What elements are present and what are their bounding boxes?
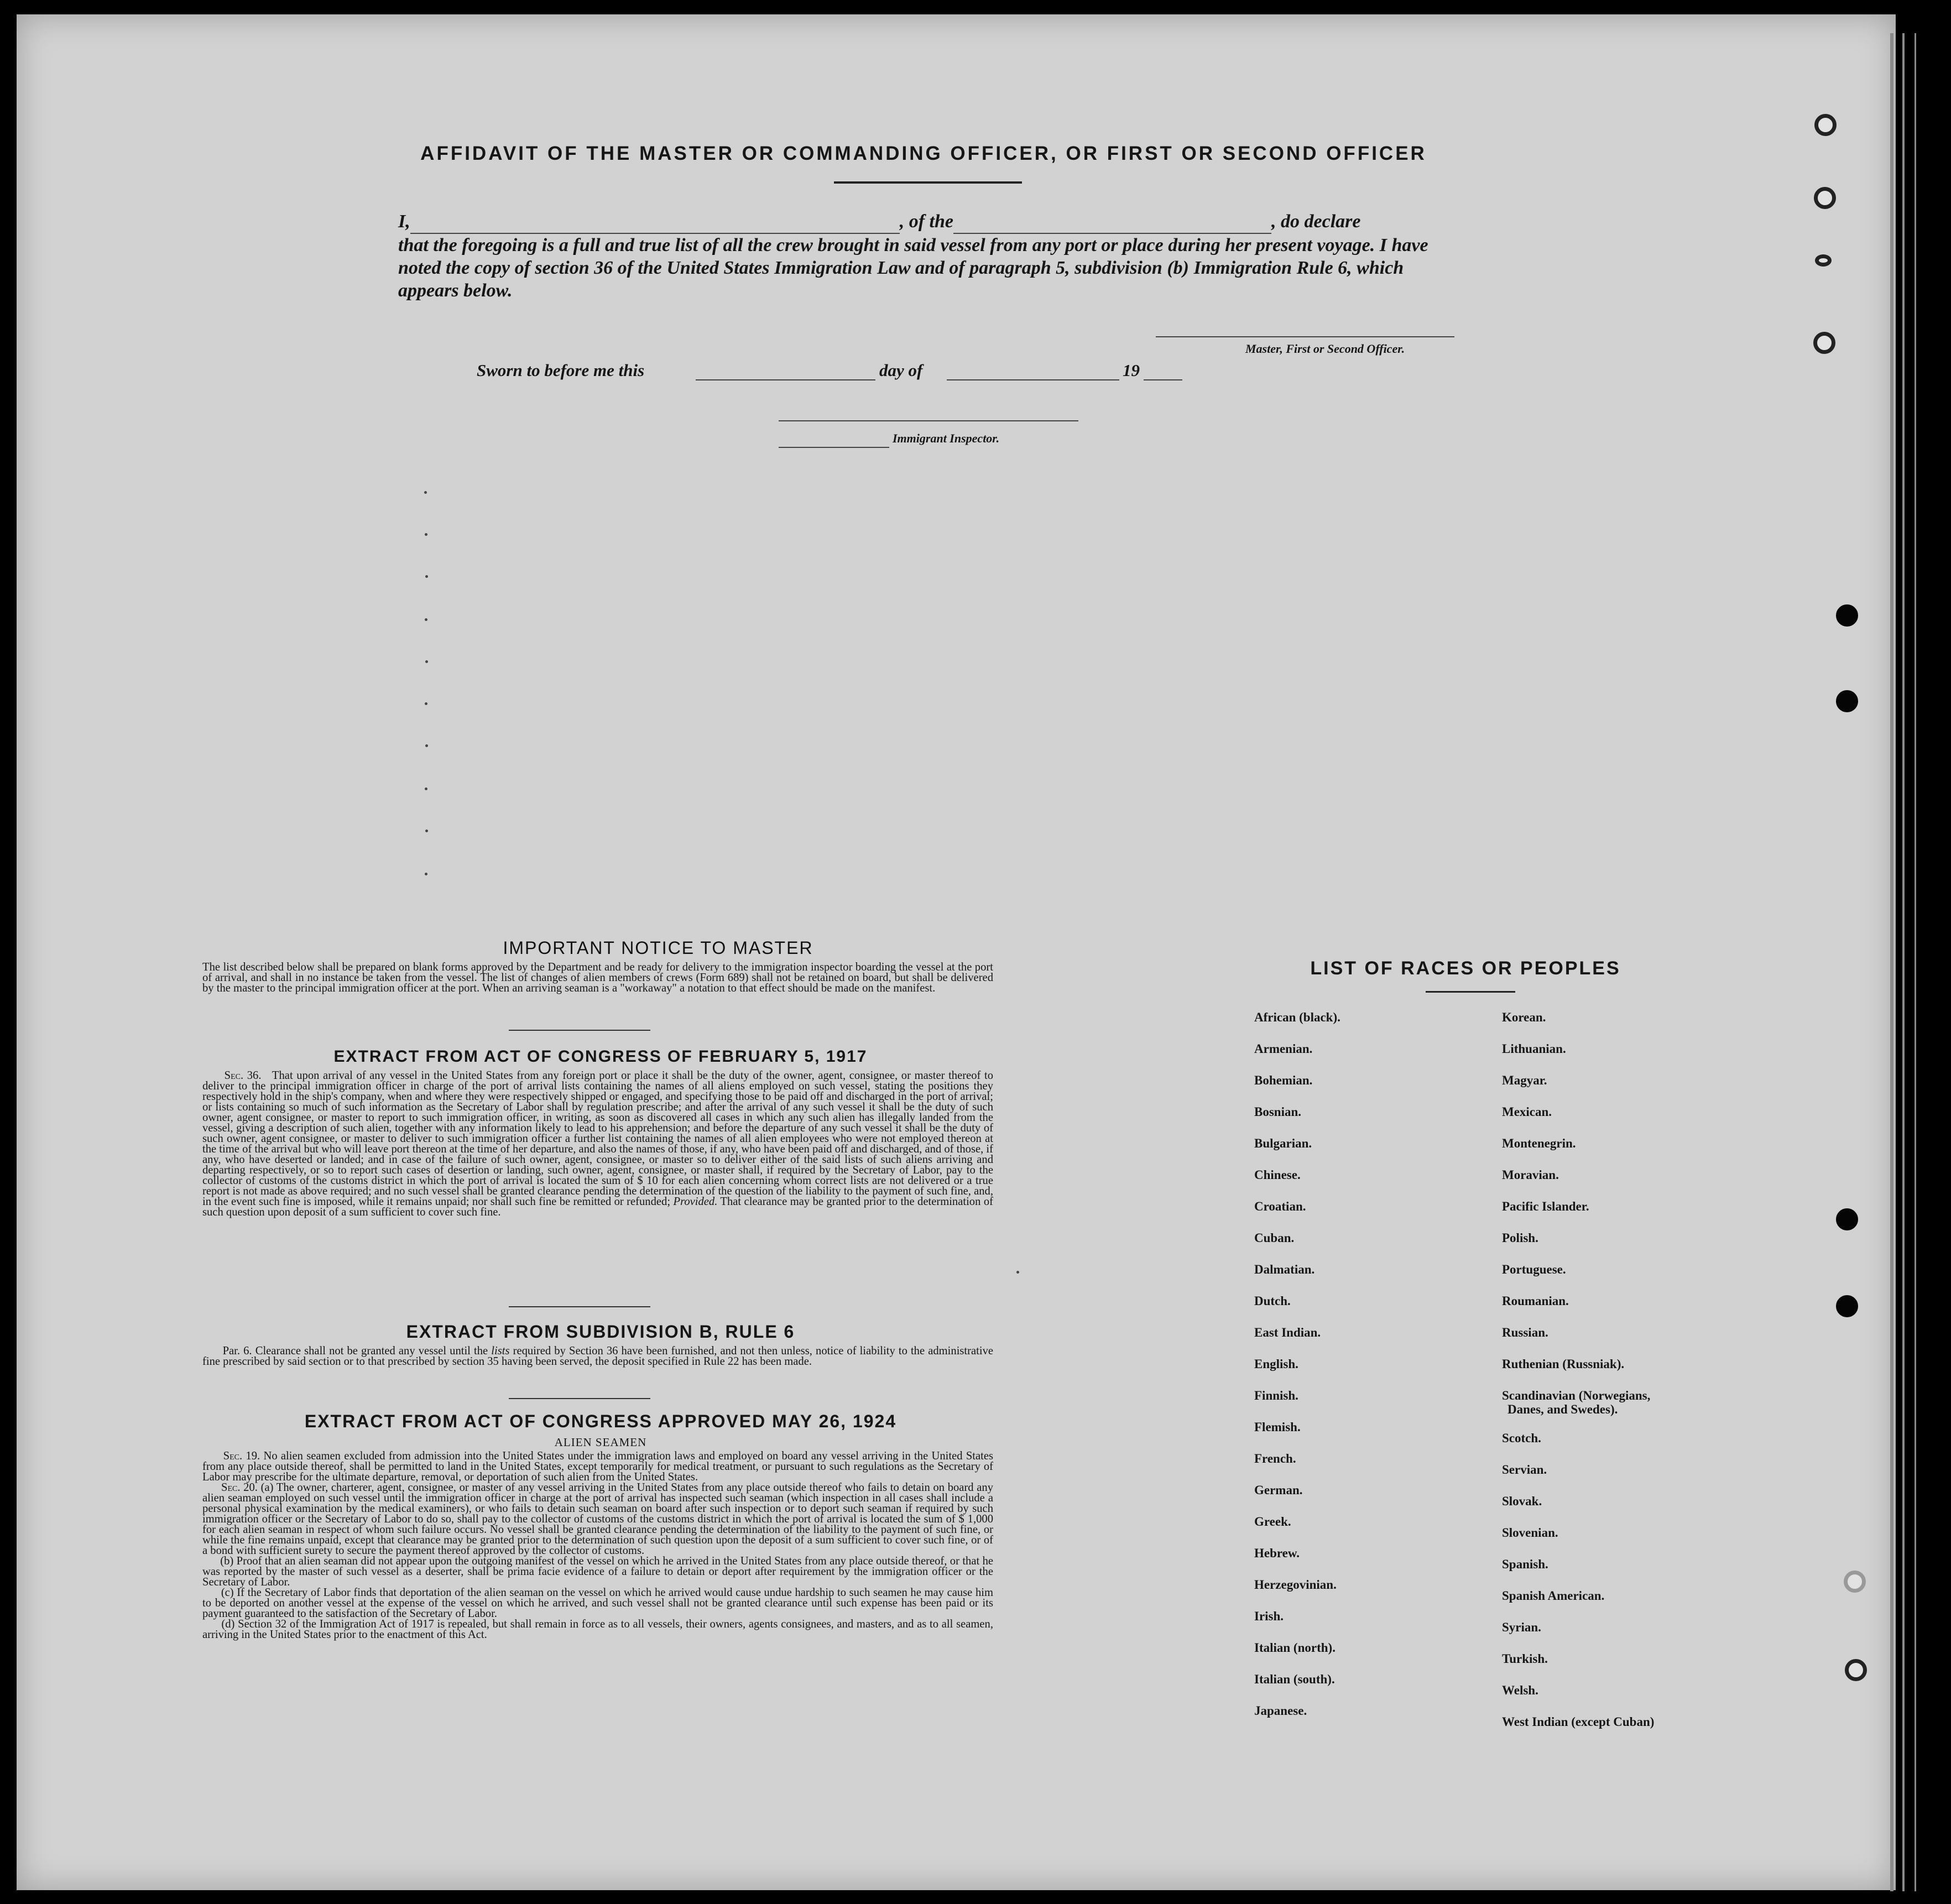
section-divider bbox=[509, 1398, 650, 1399]
margin-dot bbox=[425, 744, 428, 747]
race-item: Italian (south). bbox=[1254, 1672, 1335, 1686]
race-item: Finnish. bbox=[1254, 1389, 1298, 1402]
binder-hole bbox=[1815, 254, 1832, 267]
race-item: French. bbox=[1254, 1452, 1296, 1465]
race-item: Moravian. bbox=[1502, 1168, 1559, 1182]
margin-dot bbox=[425, 575, 428, 578]
do-declare-label: , do declare bbox=[1271, 211, 1361, 232]
race-item: Herzegovinian. bbox=[1254, 1578, 1337, 1592]
margin-dot bbox=[425, 702, 427, 705]
race-item: Chinese. bbox=[1254, 1168, 1301, 1182]
race-item: Syrian. bbox=[1502, 1620, 1541, 1634]
year-prefix: 19 bbox=[1123, 361, 1140, 380]
race-item: Scandinavian (Norwegians, bbox=[1502, 1389, 1651, 1402]
sec-36-label: Sec. 36. bbox=[224, 1070, 262, 1082]
notice-title: IMPORTANT NOTICE TO MASTER bbox=[503, 938, 813, 958]
binder-hole bbox=[1836, 1295, 1858, 1317]
of-the-label: , of the bbox=[899, 211, 954, 232]
extract-1917-text bbox=[202, 1071, 993, 1218]
extract-1924-title: EXTRACT FROM ACT OF CONGRESS APPROVED MAY 26, 1924 bbox=[304, 1411, 897, 1431]
title-underline bbox=[834, 181, 1022, 184]
race-item: Italian (north). bbox=[1254, 1641, 1336, 1655]
binder-hole bbox=[1844, 1571, 1866, 1593]
race-item: Russian. bbox=[1502, 1326, 1548, 1339]
race-item: African (black). bbox=[1254, 1010, 1340, 1024]
race-item: English. bbox=[1254, 1357, 1298, 1371]
race-item: Servian. bbox=[1502, 1463, 1547, 1477]
race-item: Welsh. bbox=[1502, 1683, 1538, 1697]
race-item: Greek. bbox=[1254, 1515, 1291, 1529]
sworn-prefix: Sworn to before me this bbox=[477, 361, 645, 380]
extract-1917-title: EXTRACT FROM ACT OF CONGRESS OF FEBRUARY 5, 1917 bbox=[333, 1047, 868, 1066]
race-item: Bosnian. bbox=[1254, 1105, 1302, 1119]
race-item: Dutch. bbox=[1254, 1294, 1291, 1308]
rule6-text-b: required by Section 36 have been furnished, and not then unless, notice of liability to the administrative fine prescribed by said section or to that prescribed by section 35 having been served, the deposit specified in Rule 22 has been made. bbox=[202, 1345, 994, 1368]
race-item: Portuguese. bbox=[1502, 1263, 1566, 1276]
binder-hole bbox=[1845, 1659, 1867, 1681]
rule6-title: EXTRACT FROM SUBDIVISION B, RULE 6 bbox=[406, 1322, 795, 1342]
sec-36-body: That upon arrival of any vessel in the United States from any foreign port or place it shall be the duty of the owner, agent, consignee, or master thereof to deliver to the principal immigration officer in charge of the port of arrival lists containing the names of all aliens employed on such vessel, stating the positions they respectively hold in the ship's company, when and where they were respectively shipped or engaged, and specifying those to be paid off and discharged in the port of arrival; or lists containing so much of such information as the Secretary of Labor shall by regulation prescribe; and after the arrival of any such vessel it shall be the duty of such owner, agent consignee, or master to report to such immigration officer, in writing, as soon as discovered all cases in which any such alien has illegally landed from the vessel, giving a description of such alien, together with any information likely to lead to his apprehension; and before the departure of any such vessel it shall be the duty of such owner, agent consignee, or master to deliver to such immigration officer a further list containing the names of all alien employees who were not employed thereon at the time of the arrival but who will leave port thereon at the time of her departure, and also the names of those, if any, who have been paid off and discharged, and of those, if any, who have deserted or landed; and in case of the failure of such owner, agent, consignee, or master so to deliver either of the said lists of such aliens arriving and departing respectively, or so to report such cases of desertion or landing, such owner, agent, consignee, or master shall, if required by the Secretary of Labor, pay to the collector of customs of the customs district in which the port of arrival is located the sum of $ 10 for each alien concerning whom correct lists are not delivered or a true report is not made as above required; and no such vessel shall be granted clearance pending the determination of the question of the liability to the payment of such fine, and, in the event such fine is imposed, while it remains unpaid; nor shall such fine be remitted or refunded; bbox=[202, 1070, 994, 1208]
sec-20a-paragraph bbox=[202, 1483, 993, 1556]
sworn-day-field[interactable] bbox=[696, 379, 875, 380]
race-item: Dalmatian. bbox=[1254, 1263, 1315, 1276]
race-item: Cuban. bbox=[1254, 1231, 1295, 1245]
race-item: Hebrew. bbox=[1254, 1546, 1300, 1560]
race-item: Bohemian. bbox=[1254, 1073, 1313, 1087]
inspector-label: Immigrant Inspector. bbox=[893, 431, 1000, 445]
race-item: Roumanian. bbox=[1502, 1294, 1569, 1308]
race-item: Magyar. bbox=[1502, 1073, 1547, 1087]
vessel-field[interactable] bbox=[953, 210, 1271, 234]
binder-hole bbox=[1836, 604, 1858, 627]
sec-20a-body: (a) The owner, charterer, agent, consignee, or master of any vessel arriving in the United States from any place outside thereof who fails to detain on board any alien seaman employed on such vessel until the immigration officer in charge at the port of arrival has inspected such seaman (which inspection in all cases shall include a personal physical examination by the medical examiners), or who fails to detain such seaman on board after such inspection or to deport such seaman if required by such immigration officer or the Secretary of Labor to do so, shall pay to the collector of customs of the customs district in which the port of arrival is located the sum of $ 1,000 for each alien seaman in respect of whom such failure occurs. No vessel shall be granted clearance pending the determination of the liability to the payment of such fine, or while the fine remains unpaid, except that clearance may be granted prior to the determination of such question upon the deposit of a sum sufficient to cover such fine, or of a bond with sufficient surety to secure the payment thereof approved by the collector of customs. bbox=[202, 1482, 993, 1557]
margin-dot bbox=[425, 618, 427, 621]
proviso-text: That clearance may be granted prior to the determination of such question upon deposit of a sum sufficient to cover such fine. bbox=[202, 1196, 993, 1218]
race-item: West Indian (except Cuban) bbox=[1502, 1715, 1655, 1729]
sec-19-label: Sec. 19. bbox=[223, 1450, 260, 1462]
alien-seamen-subtitle: ALIEN SEAMEN bbox=[554, 1436, 647, 1449]
race-item: Turkish. bbox=[1502, 1652, 1548, 1666]
sec-20d-paragraph bbox=[202, 1619, 993, 1640]
binder-hole bbox=[1814, 114, 1837, 136]
page-edge bbox=[1915, 33, 1916, 1891]
race-item: Lithuanian. bbox=[1502, 1042, 1566, 1056]
margin-dot bbox=[1016, 1271, 1019, 1274]
binder-hole bbox=[1814, 187, 1836, 209]
sec-20b-body: (b) Proof that an alien seaman did not appear upon the outgoing manifest of the vessel on which he arrived in the United States from any place outside thereof, or that he was reported by the master of such vessel as a deserter, shall be prima facie evidence of a failure to detain or deport after requirement by the immigration officer or the Secretary of Labor. bbox=[202, 1555, 994, 1588]
margin-dot bbox=[425, 787, 427, 790]
race-item: Ruthenian (Russniak). bbox=[1502, 1357, 1625, 1371]
race-item: Croatian. bbox=[1254, 1199, 1306, 1213]
affidavit-declaration bbox=[398, 210, 1456, 302]
section-divider bbox=[509, 1306, 650, 1307]
race-item: Slovak. bbox=[1502, 1494, 1542, 1508]
sec-20b-paragraph bbox=[202, 1556, 993, 1588]
extract-1924-text bbox=[202, 1451, 993, 1640]
name-field[interactable] bbox=[410, 210, 900, 234]
race-item: Armenian. bbox=[1254, 1042, 1313, 1056]
race-item: Mexican. bbox=[1502, 1105, 1552, 1119]
master-signature-line[interactable] bbox=[1156, 336, 1454, 337]
rule6-text-a: Clearance shall not be granted any vessel until the bbox=[255, 1345, 488, 1357]
notice-text: The list described below shall be prepared on blank forms approved by the Department and be ready for delivery to the immigration inspector boarding the vessel at the port of arrival, and shall in no instance be taken from the vessel. The list of changes of alien members of crews (Form 689) shall not be retained on board, but shall be delivered by the master to the principal immigration officer at the port. When an arriving seaman is a "workaway" a notation to that effect should be made on the manifest. bbox=[202, 961, 993, 994]
race-item: Japanese. bbox=[1254, 1704, 1307, 1718]
master-label: Master, First or Second Officer. bbox=[1245, 342, 1405, 356]
binder-hole bbox=[1836, 690, 1858, 712]
affidavit-title: AFFIDAVIT OF THE MASTER OR COMMANDING OFFICER, OR FIRST OR SECOND OFFICER bbox=[420, 143, 1427, 164]
i-label: I, bbox=[398, 211, 410, 232]
sec-20-label: Sec. 20. bbox=[221, 1482, 258, 1494]
day-of-label: day of bbox=[879, 361, 923, 380]
sec-19-body: No alien seamen excluded from admission into the United States under the immigration laws and employed on board any vessel arriving in the United States from any place outside thereof, shall be permitted to land in the United States, except temporarily for medical treatment, or pursuant to such regulations as the Secretary of Labor may prescribe for the ultimate departure, removal, or deportation of such alien from the United States. bbox=[202, 1450, 994, 1483]
binder-hole bbox=[1836, 1208, 1858, 1230]
race-item: East Indian. bbox=[1254, 1326, 1321, 1339]
lists-word: lists bbox=[491, 1345, 510, 1357]
race-item: Spanish. bbox=[1502, 1557, 1548, 1571]
race-item: Montenegrin. bbox=[1502, 1136, 1576, 1150]
section-divider bbox=[509, 1030, 650, 1031]
page-edge bbox=[1902, 33, 1905, 1891]
sec-20c-body: (c) If the Secretary of Labor finds that deportation of the alien seaman on the vessel on which he arrived would cause undue hardship to such seamen he may cause him to be deported on another vessel at the expense of the vessel on which he arrived, and such vessel shall not be granted clearance until such expense has been paid or its payment guaranteed to the satisfaction of the Secretary of Labor. bbox=[202, 1587, 993, 1620]
declaration-text: that the foregoing is a full and true list of all the crew brought in said vessel from any port or place during her present voyage. I have noted the copy of section 36 of the United States Immigration Law and of paragraph 5, subdivision (b) Immigration Rule 6, which appears below. bbox=[398, 235, 1428, 301]
sec-19-paragraph bbox=[202, 1451, 993, 1483]
inspector-signature-line[interactable] bbox=[779, 420, 1078, 421]
rule6-text bbox=[202, 1346, 993, 1367]
margin-dot bbox=[425, 660, 428, 663]
par-6-label: Par. 6. bbox=[222, 1345, 252, 1357]
race-item: Pacific Islander. bbox=[1502, 1199, 1589, 1213]
race-item: Scotch. bbox=[1502, 1431, 1541, 1445]
binder-hole bbox=[1813, 332, 1835, 354]
race-item: Bulgarian. bbox=[1254, 1136, 1312, 1150]
margin-dot bbox=[425, 830, 428, 832]
margin-dot bbox=[425, 533, 427, 536]
race-item: Spanish American. bbox=[1502, 1589, 1605, 1603]
races-title: LIST OF RACES OR PEOPLES bbox=[1310, 958, 1621, 979]
race-item: Flemish. bbox=[1254, 1420, 1301, 1434]
inspector-signature-line[interactable] bbox=[779, 447, 889, 448]
sec-20d-body: (d) Section 32 of the Immigration Act of 1917 is repealed, but shall remain in force as to all vessels, their owners, agents consignees, and masters, and as to all seamen, arriving in the United States prior to the enactment of this Act. bbox=[202, 1618, 994, 1641]
sworn-year-field[interactable] bbox=[1144, 379, 1182, 380]
proviso-label: Provided. bbox=[673, 1196, 718, 1208]
page-edge bbox=[1890, 33, 1893, 1891]
race-item: Korean. bbox=[1502, 1010, 1546, 1024]
race-item: Danes, and Swedes). bbox=[1507, 1402, 1618, 1416]
race-item: Slovenian. bbox=[1502, 1526, 1558, 1540]
margin-dot bbox=[425, 873, 427, 875]
race-item: Polish. bbox=[1502, 1231, 1538, 1245]
race-item: Irish. bbox=[1254, 1609, 1284, 1623]
margin-dot bbox=[424, 491, 427, 494]
races-title-underline bbox=[1426, 991, 1515, 993]
sec-20c-paragraph bbox=[202, 1588, 993, 1619]
sworn-month-field[interactable] bbox=[947, 379, 1119, 380]
race-item: German. bbox=[1254, 1483, 1303, 1497]
